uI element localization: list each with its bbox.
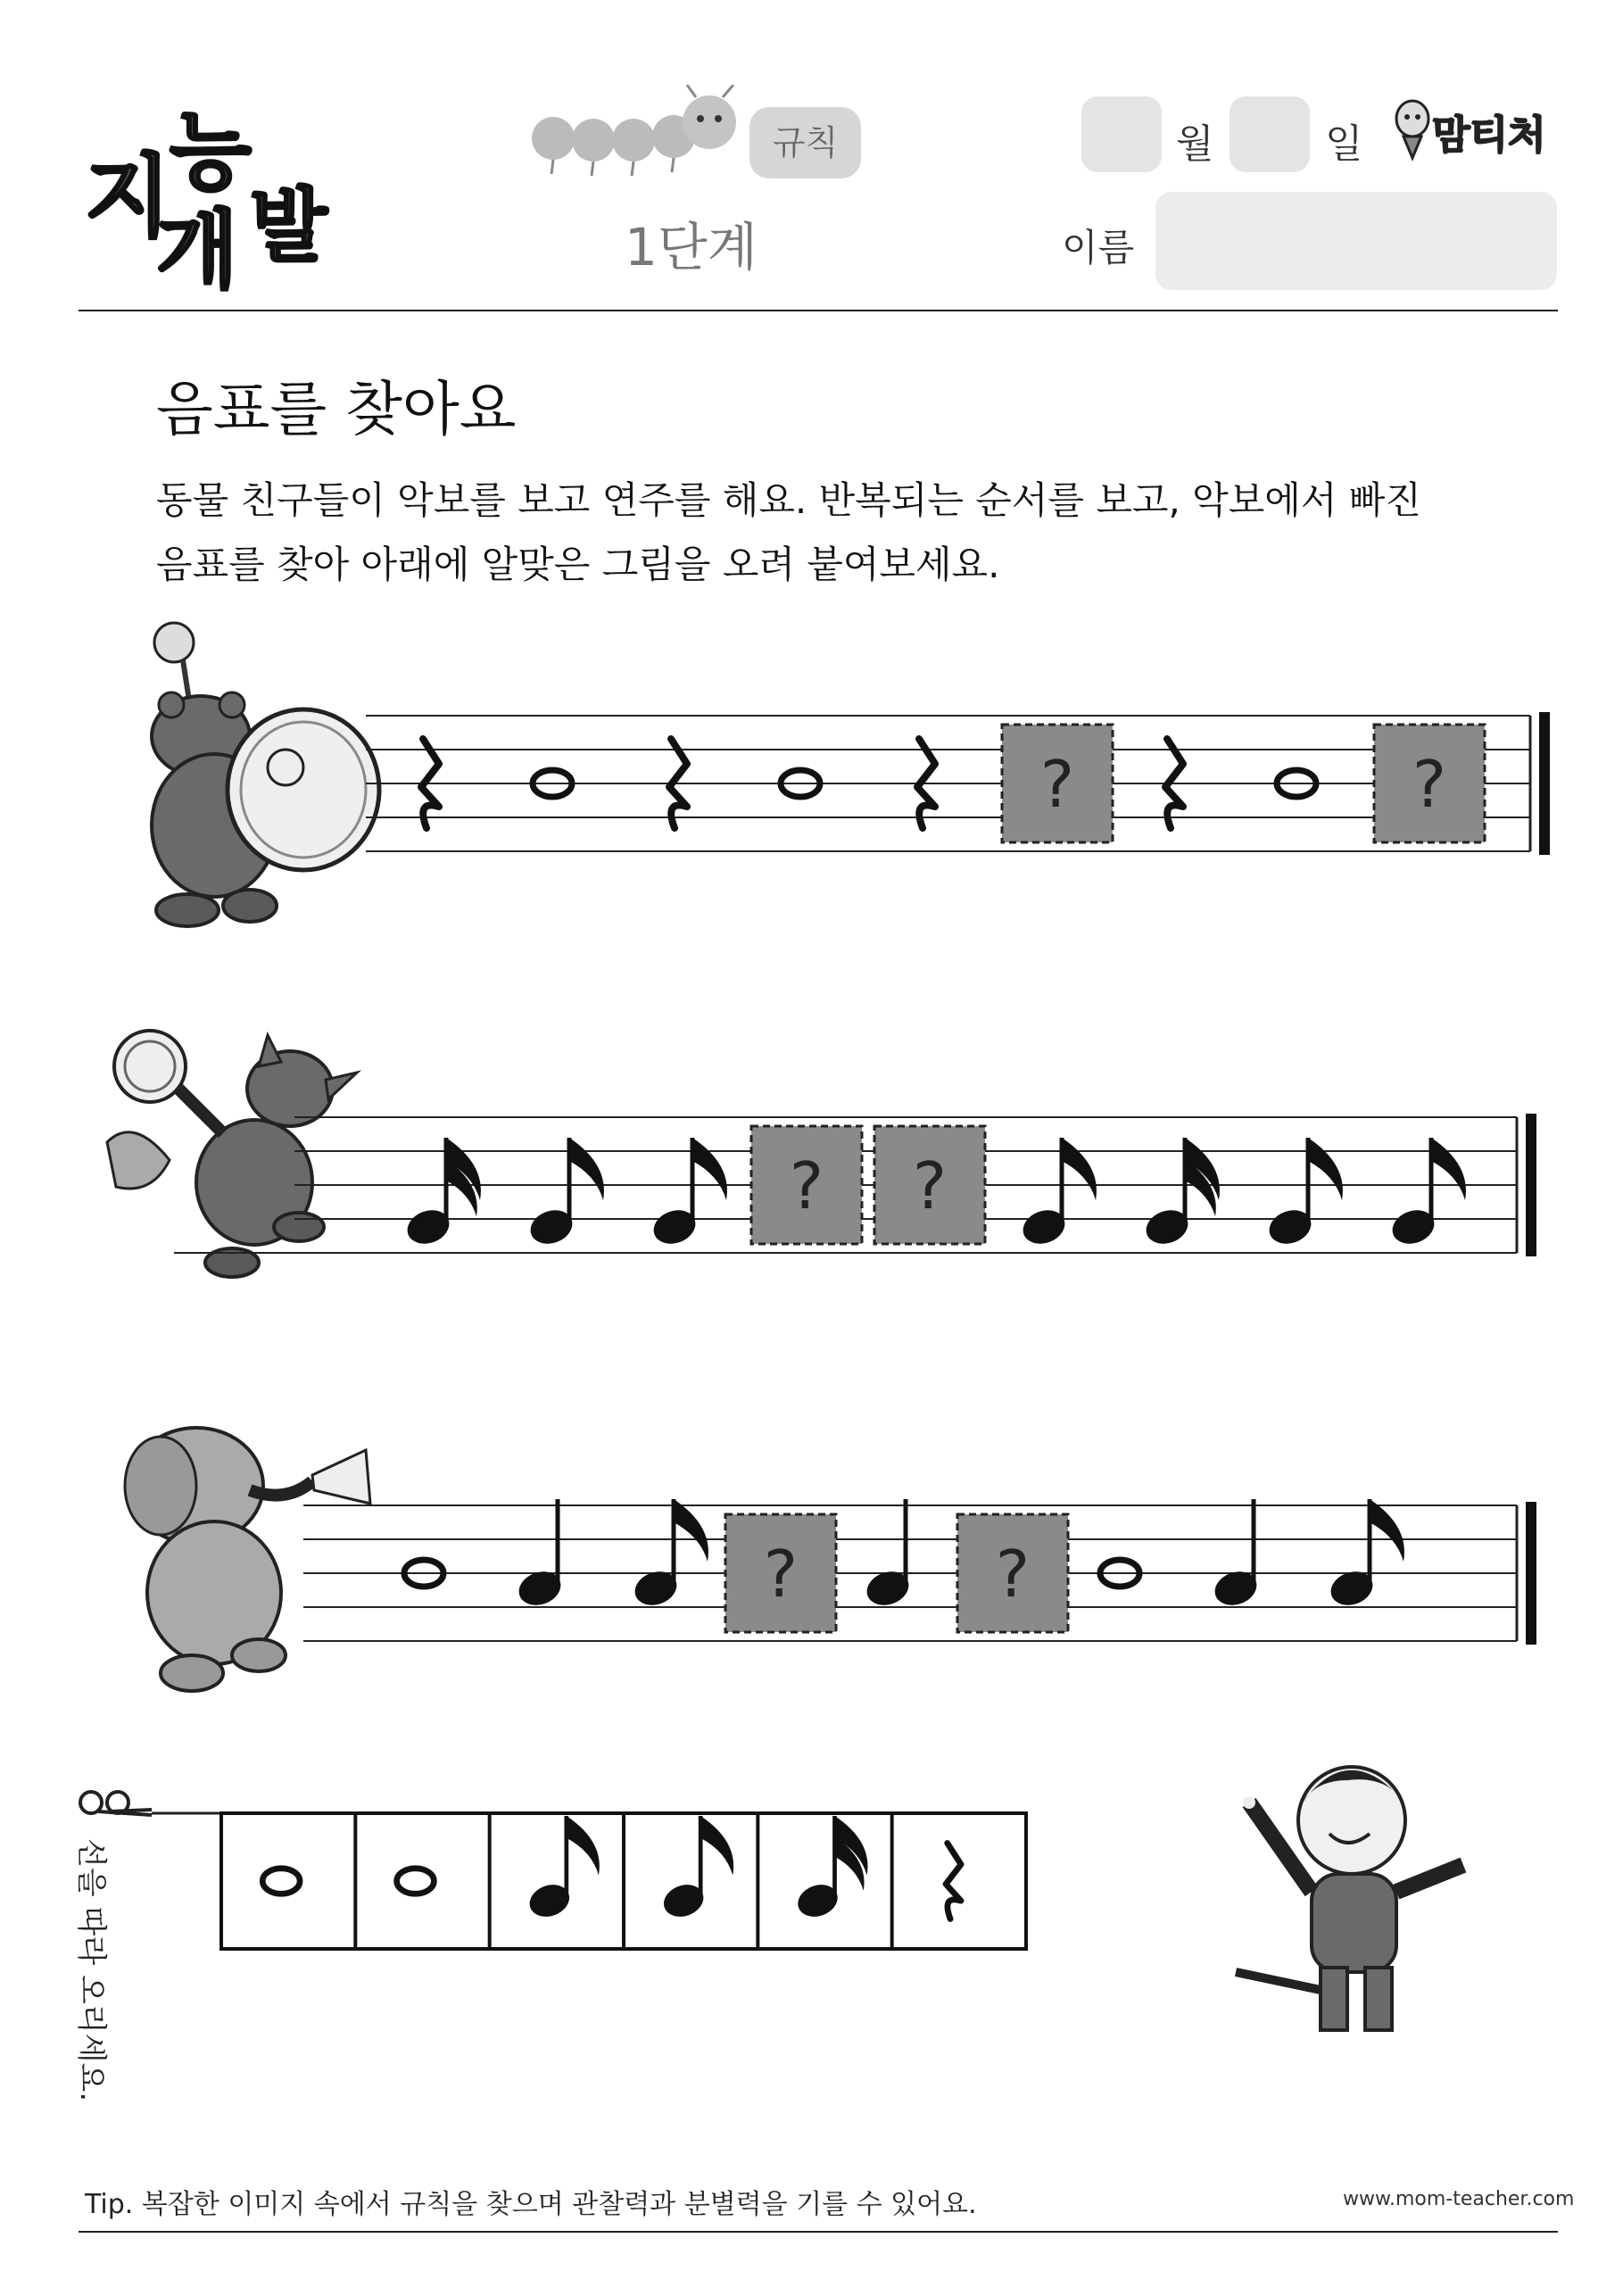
fox-tambourine-illustration [107, 1031, 357, 1277]
step-label: 1단계 [625, 217, 758, 278]
staff-row-3 [107, 1405, 1561, 1709]
website-url: www.mom-teacher.com [1343, 2188, 1575, 2210]
instruction-line-2: 음표를 찾아 아래에 알맞은 그림을 오려 붙여보세요. [156, 543, 1000, 586]
eighth-note-icon [1264, 1138, 1343, 1249]
missing-note-box[interactable] [751, 1126, 862, 1244]
staff-end-barline [1526, 1114, 1536, 1256]
eighth-note-icon [526, 1816, 600, 1922]
header-divider [79, 310, 1558, 311]
month-input[interactable] [1081, 96, 1162, 172]
whole-note-icon [262, 1869, 300, 1894]
elephant-trumpet-illustration [125, 1428, 370, 1691]
logo-char-2: 능 [170, 104, 252, 202]
day-input[interactable] [1230, 96, 1310, 172]
missing-note-box[interactable] [725, 1514, 836, 1632]
logo-char-1: 지 [85, 145, 171, 249]
question-mark: ? [763, 1537, 799, 1612]
footer-divider [79, 2231, 1558, 2233]
cutout-cell[interactable] [526, 1816, 600, 1922]
brand-logo [1387, 94, 1566, 165]
brand-text: 맘티처 [1432, 112, 1546, 158]
staff-lines [366, 716, 1530, 851]
cutout-cell[interactable] [946, 1844, 961, 1919]
name-field[interactable] [1155, 192, 1557, 290]
question-mark: ? [789, 1148, 824, 1223]
missing-note-box[interactable] [874, 1126, 985, 1244]
tip-text: Tip. 복잡한 이미지 속에서 규칙을 찾으며 관찰력과 분별력을 기를 수 있어요. [85, 2189, 977, 2220]
eighth-note-icon [1326, 1499, 1404, 1611]
missing-note-box[interactable] [1374, 725, 1485, 842]
cutout-cell[interactable] [659, 1816, 733, 1922]
eighth-note-icon [649, 1138, 727, 1249]
question-mark: ? [995, 1537, 1031, 1612]
dancing-boy-illustration [1213, 1749, 1499, 2052]
eighth-note-icon [630, 1499, 708, 1611]
cutout-cell[interactable] [262, 1869, 300, 1894]
logo-char-3: 개 [156, 202, 238, 300]
day-label: 일 [1325, 121, 1363, 167]
bear-drummer-illustration [152, 623, 379, 926]
question-mark: ? [1412, 747, 1447, 822]
quarter-note-icon [514, 1499, 565, 1611]
rule-badge: 규칙 [749, 107, 861, 178]
cut-instruction: 선을 따라 오리세요. [73, 1838, 109, 2102]
eighth-note-icon [526, 1138, 604, 1249]
cutout-cell[interactable] [793, 1816, 867, 1922]
staff-end-barline [1539, 712, 1550, 855]
sixteenth-note-icon [793, 1816, 867, 1922]
page-title: 음표를 찾아요 [156, 375, 517, 443]
missing-note-box[interactable] [1002, 725, 1113, 842]
whole-note-icon [397, 1869, 435, 1894]
instruction-line-1: 동물 친구들이 악보를 보고 연주를 해요. 반복되는 순서를 보고, 악보에서 빠진 [156, 478, 1421, 522]
name-label: 이름 [1062, 226, 1135, 269]
quarter-note-icon [1210, 1499, 1261, 1611]
logo [85, 85, 344, 300]
quarter-rest-icon [946, 1844, 961, 1919]
eighth-note-icon [1387, 1138, 1466, 1249]
sixteenth-note-icon [402, 1138, 481, 1249]
staff-row-2 [98, 1017, 1561, 1303]
missing-note-box[interactable] [957, 1514, 1068, 1632]
logo-char-4: 발 [250, 179, 327, 273]
eighth-note-icon [1018, 1138, 1097, 1249]
sixteenth-note-icon [1141, 1138, 1220, 1249]
eighth-note-icon [659, 1816, 733, 1922]
staff-lines [303, 1505, 1517, 1641]
question-mark: ? [1039, 747, 1075, 822]
cutout-strip [71, 1776, 1035, 1972]
cutout-cell[interactable] [397, 1869, 435, 1894]
question-mark: ? [912, 1148, 948, 1223]
staff-row-1 [134, 616, 1561, 955]
month-label: 월 [1176, 121, 1214, 167]
scissors-icon [80, 1792, 152, 1815]
staff-end-barline [1526, 1502, 1536, 1645]
quarter-note-icon [862, 1499, 913, 1611]
